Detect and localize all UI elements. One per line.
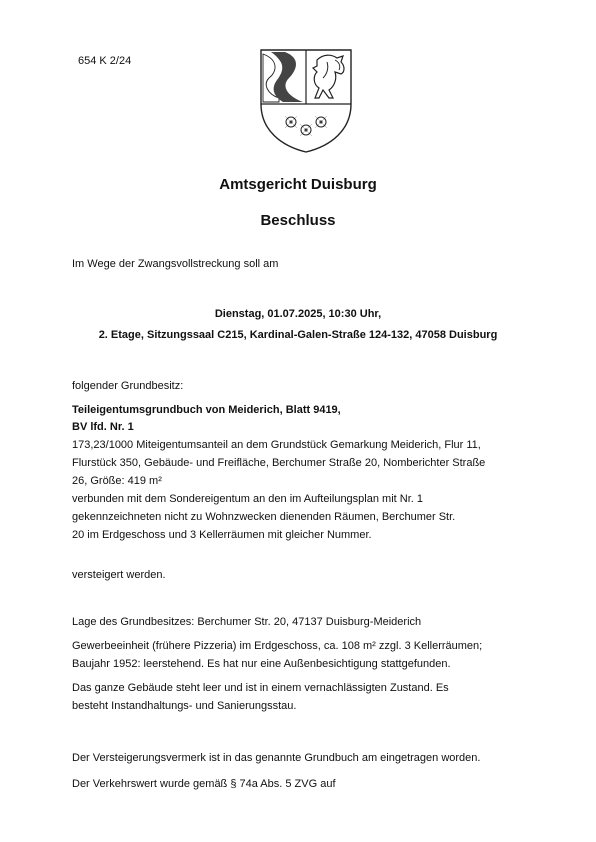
intro-text: Im Wege der Zwangsvollstreckung soll am bbox=[72, 258, 279, 270]
auction-location: 2. Etage, Sitzungssaal C215, Kardinal-Galen-Straße 124-132, 47058 Duisburg bbox=[98, 329, 498, 341]
register-line: Teileigentumsgrundbuch von Meiderich, Blatt 9419, bbox=[72, 404, 341, 416]
property-description-line: 173,23/1000 Miteigentumsanteil an dem Grundstück Gemarkung Meiderich, Flur 11, bbox=[72, 439, 481, 451]
property-description-line: 26, Größe: 419 m² bbox=[72, 475, 162, 487]
property-description-line: verbunden mit dem Sondereigentum an den im Aufteilungsplan mit Nr. 1 bbox=[72, 493, 423, 505]
bv-line: BV lfd. Nr. 1 bbox=[72, 421, 134, 433]
file-number: 654 K 2/24 bbox=[78, 55, 132, 67]
auction-statement: versteigert werden. bbox=[72, 569, 166, 581]
property-description-line: Flurstück 350, Gebäude- und Freifläche, Berchumer Straße 20, Nomberichter Straße bbox=[72, 457, 486, 469]
property-description-line: 20 im Erdgeschoss und 3 Kellerräumen mit gleicher Nummer. bbox=[72, 529, 372, 541]
commercial-unit-line: Baujahr 1952: leerstehend. Es hat nur eine Außenbesichtigung stattgefunden. bbox=[72, 658, 451, 670]
auction-date: Dienstag, 01.07.2025, 10:30 Uhr, bbox=[214, 308, 382, 320]
property-location: Lage des Grundbesitzes: Berchumer Str. 20, 47137 Duisburg-Meiderich bbox=[72, 616, 422, 628]
property-intro: folgender Grundbesitz: bbox=[72, 380, 184, 392]
coat-of-arms-emblem bbox=[257, 46, 355, 154]
commercial-unit-line: Gewerbeeinheit (frühere Pizzeria) im Erdgeschoss, ca. 108 m² zzgl. 3 Kellerräumen; bbox=[72, 640, 483, 652]
market-value-line: Der Verkehrswert wurde gemäß § 74a Abs. 5 ZVG auf bbox=[72, 778, 336, 790]
condition-line: besteht Instandhaltungs- und Sanierungsstau. bbox=[72, 700, 297, 712]
document-type: Beschluss bbox=[260, 212, 336, 229]
registration-note: Der Versteigerungsvermerk ist in das genannte Grundbuch am eingetragen worden. bbox=[72, 752, 481, 764]
court-name: Amtsgericht Duisburg bbox=[219, 176, 377, 193]
condition-line: Das ganze Gebäude steht leer und ist in einem vernachlässigten Zustand. Es bbox=[72, 682, 449, 694]
property-description-line: gekennzeichneten nicht zu Wohnzwecken dienenden Räumen, Berchumer Str. bbox=[72, 511, 456, 523]
